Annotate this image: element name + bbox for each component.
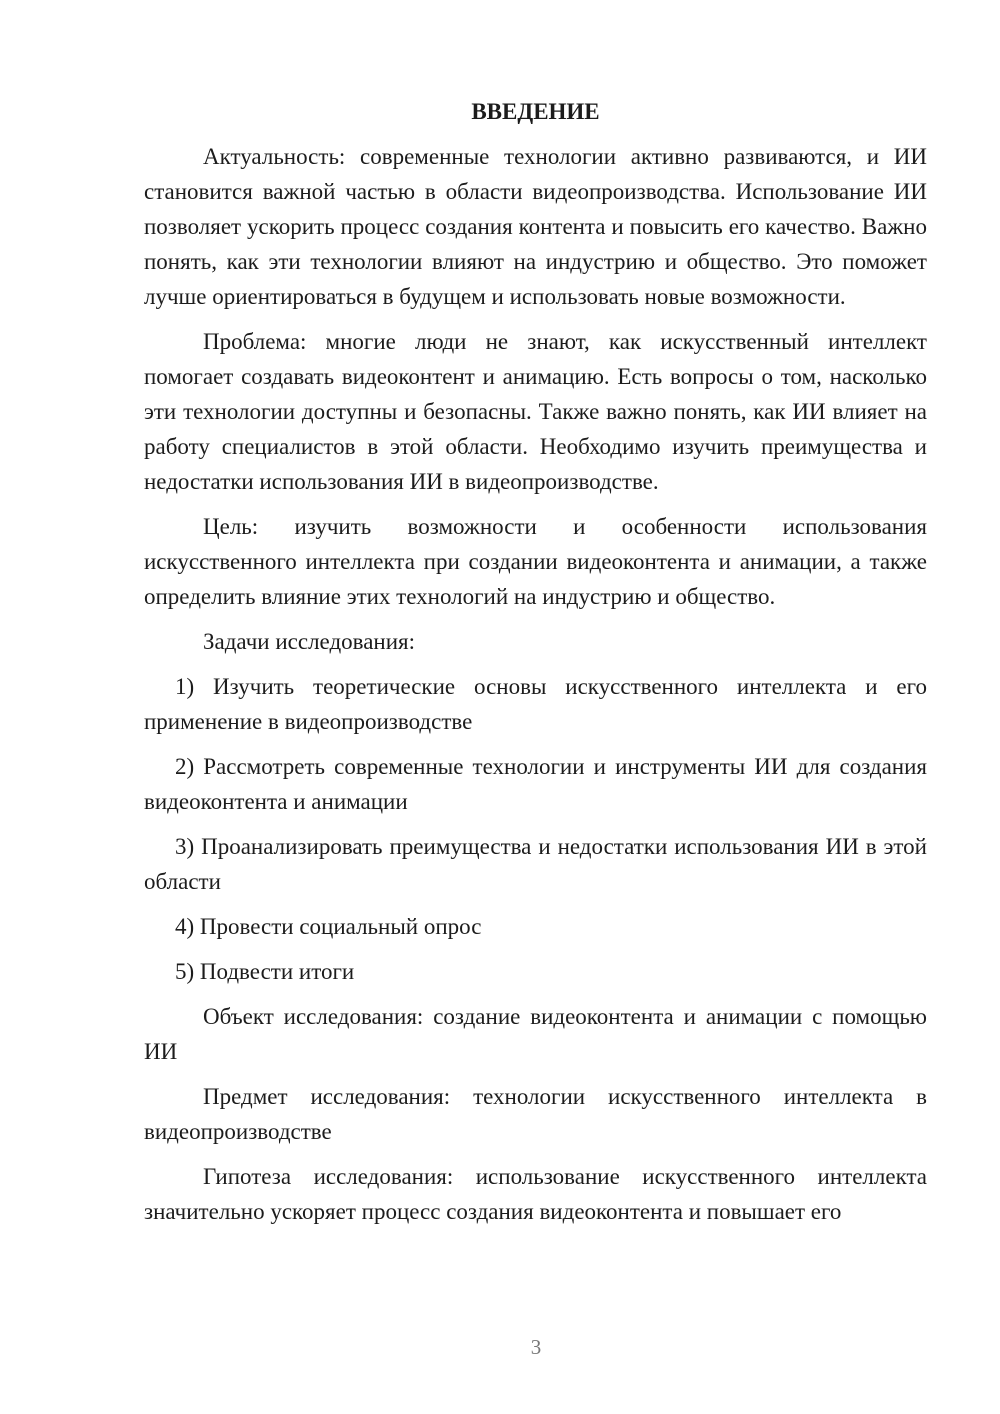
goal-paragraph: Цель: изучить возможности и особенности использования искусственного интеллекта при создании видеоконтента и анимации, а также определить влияние этих технологий на индустрию и общество. — [144, 514, 927, 609]
object-paragraph: Объект исследования: создание видеоконтента и анимации с помощью ИИ — [144, 1004, 927, 1064]
tasks-title: Задачи исследования: — [203, 629, 416, 654]
task-item-2: 2) Рассмотреть современные технологии и инструменты ИИ для создания видеоконтента и анимации — [144, 754, 927, 814]
page-content — [144, 94, 927, 1239]
section-heading: ВВЕДЕНИЕ — [471, 99, 600, 124]
subject-paragraph: Предмет исследования: технологии искусственного интеллекта в видеопроизводстве — [144, 1084, 927, 1144]
task-item-1: 1) Изучить теоретические основы искусственного интеллекта и его применение в видеопроизводстве — [144, 674, 927, 734]
task-item-3: 3) Проанализировать преимущества и недостатки использования ИИ в этой области — [144, 834, 927, 894]
task-item-5: 5) Подвести итоги — [175, 959, 355, 984]
hypothesis-paragraph: Гипотеза исследования: использование искусственного интеллекта значительно ускоряет процесс создания видеоконтента и повышает его — [144, 1164, 927, 1224]
problem-paragraph: Проблема: многие люди не знают, как искусственный интеллект помогает создавать видеоконтент и анимацию. Есть вопросы о том, насколько эти технологии доступны и безопасны. Также важно понять, как ИИ влияет на работу специалистов в этой области. Необходимо изучить преимущества и недостатки использования ИИ в видеопроизводстве. — [144, 329, 927, 494]
relevance-paragraph: Актуальность: современные технологии активно развиваются, и ИИ становится важной частью в области видеопроизводства. Использование ИИ позволяет ускорить процесс создания контента и повысить его качество. Важно понять, как эти технологии влияют на индустрию и общество. Это поможет лучше ориентироваться в будущем и использовать новые возможности. — [144, 144, 927, 309]
task-item-4: 4) Провести социальный опрос — [175, 914, 482, 939]
page-number: 3 — [530, 1335, 542, 1359]
